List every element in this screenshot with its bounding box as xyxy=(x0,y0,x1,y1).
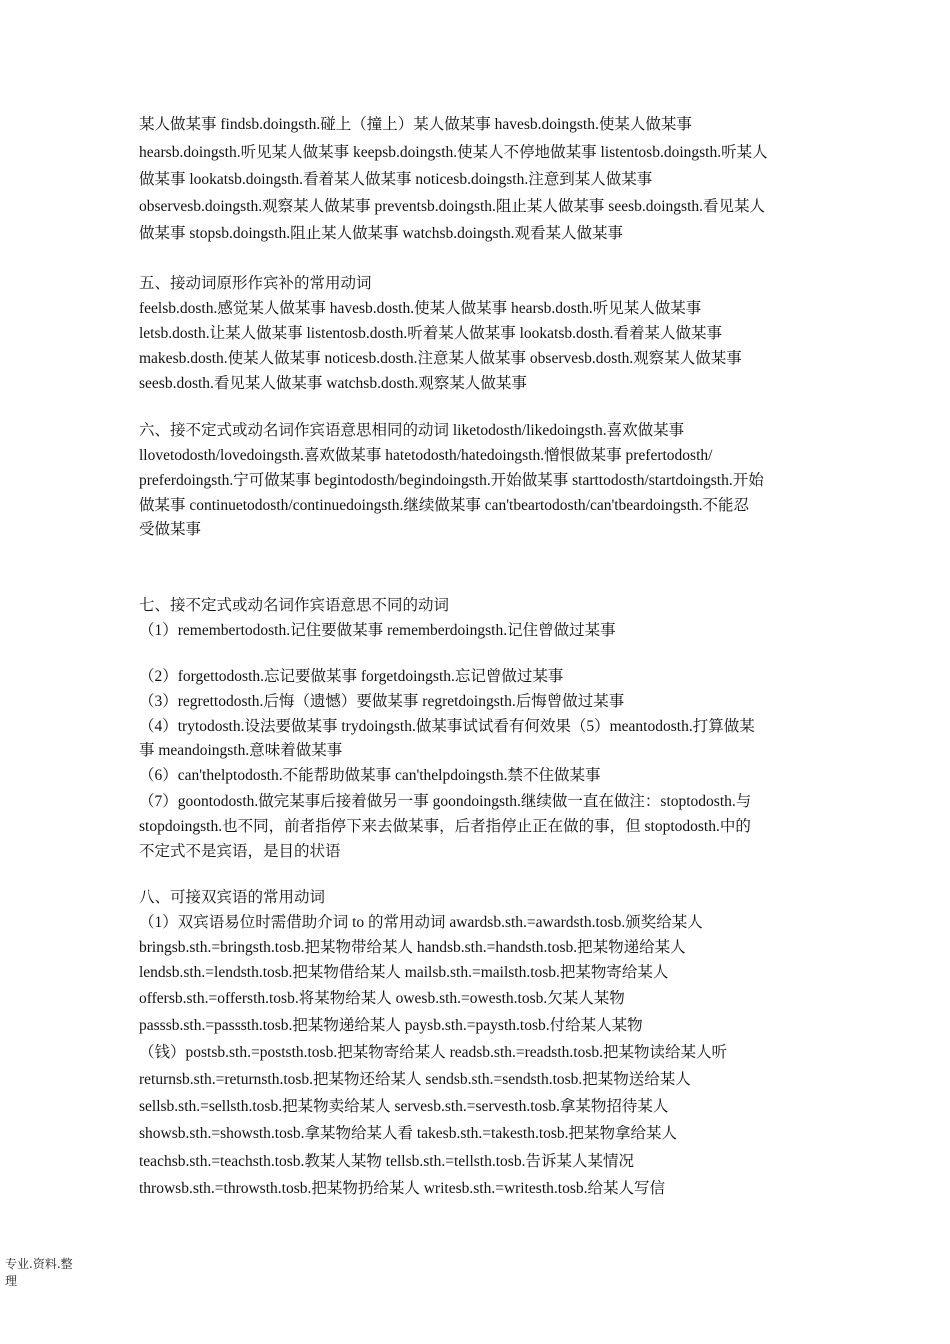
text-line: bringsb.sth.=bringsth.tosb.把某物带给某人 handsb.sth.=handsth.tosb.把某物递给某人 xyxy=(139,939,686,956)
section-heading: 八、可接双宾语的常用动词 xyxy=(139,889,326,906)
text-line: 受做某事 xyxy=(139,521,202,538)
text-line: offersb.sth.=offersth.tosb.将某物给某人 owesb.sth.=owesth.tosb.欠某人某物 xyxy=(139,990,625,1007)
text-line: hearsb.doingsth.听见某人做某事 keepsb.doingsth.使某人不停地做某事 listentosb.doingsth.听某人 xyxy=(139,144,768,161)
text-line: 事 meandoingsth.意味着做某事 xyxy=(139,742,343,759)
text-line: observesb.doingsth.观察某人做某事 preventsb.doingsth.阻止某人做某事 seesb.doingsth.看见某人 xyxy=(139,198,766,215)
text-line: stopdoingsth.也不同，前者指停下来去做某事，后者指停止正在做的事，但 stoptodosth.中的 xyxy=(139,818,751,835)
text-line: showsb.sth.=showsth.tosb.拿某物给某人看 takesb.sth.=takesth.tosb.把某物拿给某人 xyxy=(139,1125,678,1142)
text-line: feelsb.dosth.感觉某人做某事 havesb.dosth.使某人做某事 hearsb.dosth.听见某人做某事 xyxy=(139,300,702,317)
text-line: lendsb.sth.=lendsth.tosb.把某物借给某人 mailsb.sth.=mailsth.tosb.把某物寄给某人 xyxy=(139,964,669,981)
text-line: （3）regrettodosth.后悔（遗憾）要做某事 regretdoingsth.后悔曾做过某事 xyxy=(139,693,625,710)
text-line: letsb.dosth.让某人做某事 listentosb.dosth.听着某人做某事 lookatsb.dosth.看着某人做某事 xyxy=(139,325,722,342)
section-heading: 七、接不定式或动名词作宾语意思不同的动词 xyxy=(139,597,450,614)
text-line: seesb.dosth.看见某人做某事 watchsb.dosth.观察某人做某事 xyxy=(139,375,527,392)
footer-text: 专业.资料.整 xyxy=(5,1257,73,1271)
text-line: （1）双宾语易位时需借助介词 to 的常用动词 awardsb.sth.=awardsth.tosb.颁奖给某人 xyxy=(139,914,703,931)
text-line: （6）can'thelptodosth.不能帮助做某事 can'thelpdoingsth.禁不住做某事 xyxy=(139,767,601,784)
text-line: （2）forgettodosth.忘记要做某事 forgetdoingsth.忘记曾做过某事 xyxy=(139,668,564,685)
text-line: 做某事 lookatsb.doingsth.看着某人做某事 noticesb.doingsth.注意到某人做某事 xyxy=(139,171,653,188)
text-line: （1）remembertodosth.记住要做某事 rememberdoingsth.记住曾做过某事 xyxy=(139,622,616,639)
text-line: returnsb.sth.=returnsth.tosb.把某物还给某人 sendsb.sth.=sendsth.tosb.把某物送给某人 xyxy=(139,1071,691,1088)
text-line: （4）trytodosth.设法要做某事 trydoingsth.做某事试试看有何效果（5）meantodosth.打算做某 xyxy=(139,718,755,735)
section-heading: 五、接动词原形作宾补的常用动词 xyxy=(139,275,372,292)
text-line: llovetodosth/lovedoingsth.喜欢做某事 hatetodosth/hatedoingsth.憎恨做某事 prefertodosth/ xyxy=(139,447,713,464)
section-heading: 六、接不定式或动名词作宾语意思相同的动词 liketodosth/likedoingsth.喜欢做某事 xyxy=(139,422,685,439)
text-line: passsb.sth.=passsth.tosb.把某物递给某人 paysb.sth.=paysth.tosb.付给某人某物 xyxy=(139,1017,643,1034)
text-line: throwsb.sth.=throwsth.tosb.把某物扔给某人 writesb.sth.=writesth.tosb.给某人写信 xyxy=(139,1180,665,1197)
text-line: 不定式不是宾语，是目的状语 xyxy=(139,843,341,860)
text-line: teachsb.sth.=teachsth.tosb.教某人某物 tellsb.sth.=tellsth.tosb.告诉某人某情况 xyxy=(139,1153,634,1170)
text-line: 做某事 continuetodosth/continuedoingsth.继续做某事 can'tbeartodosth/can'tbeardoingsth.不能忍 xyxy=(139,497,749,514)
text-line: （钱）postsb.sth.=poststh.tosb.把某物寄给某人 readsb.sth.=readsth.tosb.把某物读给某人听 xyxy=(139,1044,727,1061)
text-line: preferdoingsth.宁可做某事 begintodosth/begindoingsth.开始做某事 starttodosth/startdoingsth.开始 xyxy=(139,472,764,489)
text-line: makesb.dosth.使某人做某事 noticesb.dosth.注意某人做某事 observesb.dosth.观察某人做某事 xyxy=(139,350,742,367)
text-line: 某人做某事 findsb.doingsth.碰上（撞上）某人做某事 havesb.doingsth.使某人做某事 xyxy=(139,116,692,133)
footer-text: 理 xyxy=(5,1274,18,1288)
text-line: （7）goontodosth.做完某事后接着做另一事 goondoingsth.继续做一直在做注：stoptodosth.与 xyxy=(139,793,752,810)
text-line: sellsb.sth.=sellsth.tosb.把某物卖给某人 servesb.sth.=servesth.tosb.拿某物招待某人 xyxy=(139,1098,669,1115)
text-line: 做某事 stopsb.doingsth.阻止某人做某事 watchsb.doingsth.观看某人做某事 xyxy=(139,225,623,242)
